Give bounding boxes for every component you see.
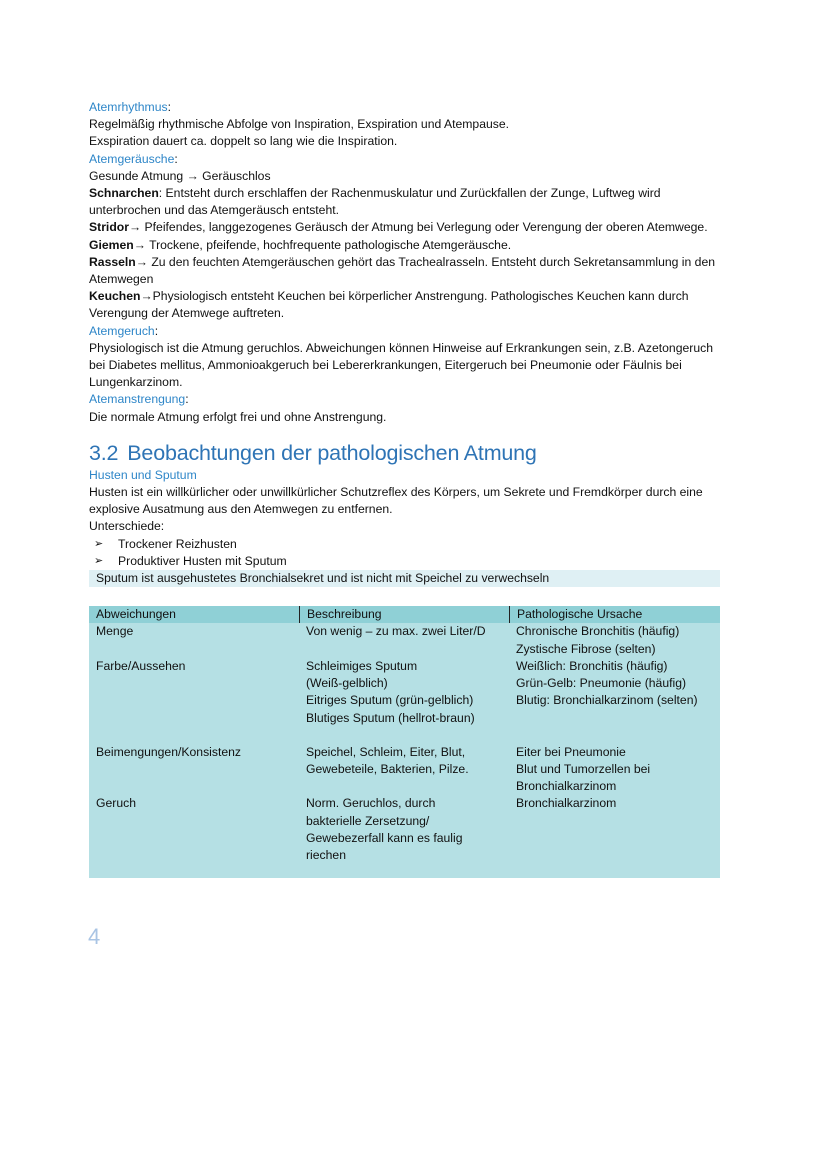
table-cell: Gewebezerfall kann es faulig (306, 830, 463, 845)
table-row (89, 795, 720, 864)
table-header-row (89, 606, 720, 623)
subheading-rhythm: Atemrhythmus: (89, 100, 171, 114)
header-abweichungen: Abweichungen (96, 607, 176, 622)
subheading-smell: Atemgeruch: (89, 323, 159, 338)
bullet-item: ➢ Trockener Reizhusten (89, 536, 729, 553)
rhythm-line-2: Exspiration dauert ca. doppelt so lang wie die Inspiration. (89, 134, 398, 149)
header-beschreibung: Beschreibung (299, 606, 509, 623)
sound-item-giemen: Giemen→ Trockene, pfeifende, hochfrequente pathologische Atemgeräusche. (89, 237, 512, 252)
table-cell: Zystische Fibrose (selten) (516, 641, 656, 656)
healthy-breathing-text: Gesunde Atmung → Geräuschlos (89, 168, 271, 183)
table-cell: Weißlich: Bronchitis (häufig) (516, 658, 668, 673)
chapter-number: 3.2 (89, 440, 119, 465)
sound-item-rasseln: Rasseln→ Zu den feuchten Atemgeräuschen gehört das Trachealrasseln. Entsteht durch Sekretansammlung in den Atemwegen (89, 254, 715, 287)
smell-text: Physiologisch ist die Atmung geruchlos. Abweichungen können Hinweise auf Erkrankungen sein, z.B. Azetongeruch bei Diabetes mellitus, Ammonioakgeruch bei Lebererkrankungen, Eitergeruch bei Pneumonie oder Fäulnis bei Lungenkarzinom. (89, 340, 713, 390)
table-cell: Geruch (96, 796, 136, 811)
effort-text: Die normale Atmung erfolgt frei und ohne Anstrengung. (89, 409, 387, 424)
table-cell: Bronchialkarzinom (516, 796, 617, 811)
rhythm-line-1: Regelmäßig rhythmische Abfolge von Inspiration, Exspiration und Atempause. (89, 117, 510, 132)
table-cell: Schleimiges Sputum (306, 658, 418, 673)
table-cell: Bronchialkarzinom (516, 779, 617, 794)
table-cell: Norm. Geruchlos, durch (306, 796, 436, 811)
chapter-title: Beobachtungen der pathologischen Atmung (127, 440, 537, 465)
sound-item-stridor: Stridor→ Pfeifendes, langgezogenes Geräusch der Atmung bei Verlegung oder Verengung der oberen Atemwege. (89, 220, 708, 235)
page-content (89, 99, 729, 878)
table-cell: Blut und Tumorzellen bei (516, 761, 651, 776)
table-cell: riechen (306, 847, 346, 862)
bullet-item: ➢ Produktiver Husten mit Sputum (89, 553, 729, 570)
differences-label: Unterschiede: (89, 519, 165, 534)
table-row (89, 658, 720, 727)
table-cell: Gewebeteile, Bakterien, Pilze. (306, 761, 469, 776)
page-number: 4 (88, 924, 101, 949)
table-cell: bakterielle Zersetzung/ (306, 813, 430, 828)
table-cell: Grün-Gelb: Pneumonie (häufig) (516, 676, 687, 691)
table-cell: Blutig: Bronchialkarzinom (selten) (516, 693, 698, 708)
arrow-bullet-icon: ➢ (94, 537, 104, 550)
table-cell: Eiter bei Pneumonie (516, 744, 626, 759)
arrow-bullet-icon: ➢ (94, 554, 104, 567)
table-cell: (Weiß-gelblich) (306, 676, 388, 691)
chapter-heading (89, 439, 729, 467)
sputum-note: Sputum ist ausgehustetes Bronchialsekret und ist nicht mit Speichel zu verwechseln (89, 570, 720, 587)
subheading-sounds: Atemgeräusche: (89, 151, 178, 166)
table-cell: Blutiges Sputum (hellrot-braun) (306, 710, 475, 725)
table-cell: Chronische Bronchitis (häufig) (516, 624, 680, 639)
table-cell: Eitriges Sputum (grün-gelblich) (306, 693, 474, 708)
table-row (89, 727, 720, 796)
table-cell: Farbe/Aussehen (96, 658, 186, 673)
table-cell: Beimengungen/Konsistenz (96, 744, 241, 759)
sound-item-keuchen: Keuchen→Physiologisch entsteht Keuchen bei körperlicher Anstrengung. Pathologisches Keuchen kann durch Verengung der Atemwege auftreten. (89, 289, 689, 321)
sputum-table (89, 606, 720, 878)
sound-item-schnarchen: Schnarchen: Entsteht durch erschlaffen der Rachenmuskulatur und Zurückfallen der Zunge, Luftweg wird unterbrochen und das Atemgeräusch entsteht. (89, 186, 661, 218)
table-row (89, 623, 720, 657)
table-cell: Menge (96, 624, 134, 639)
subheading-effort: Atemanstrengung: (89, 392, 189, 407)
table-cell: Speichel, Schleim, Eiter, Blut, (306, 744, 466, 759)
header-ursache: Pathologische Ursache (509, 606, 720, 623)
table-cell: Von wenig – zu max. zwei Liter/D (306, 624, 486, 639)
cough-intro: Husten ist ein willkürlicher oder unwillkürlicher Schutzreflex des Körpers, um Sekrete und Fremdkörper durch eine explosive Ausatmung aus den Atemwegen zu entfernen. (89, 485, 703, 517)
subheading-cough: Husten und Sputum (89, 467, 197, 482)
